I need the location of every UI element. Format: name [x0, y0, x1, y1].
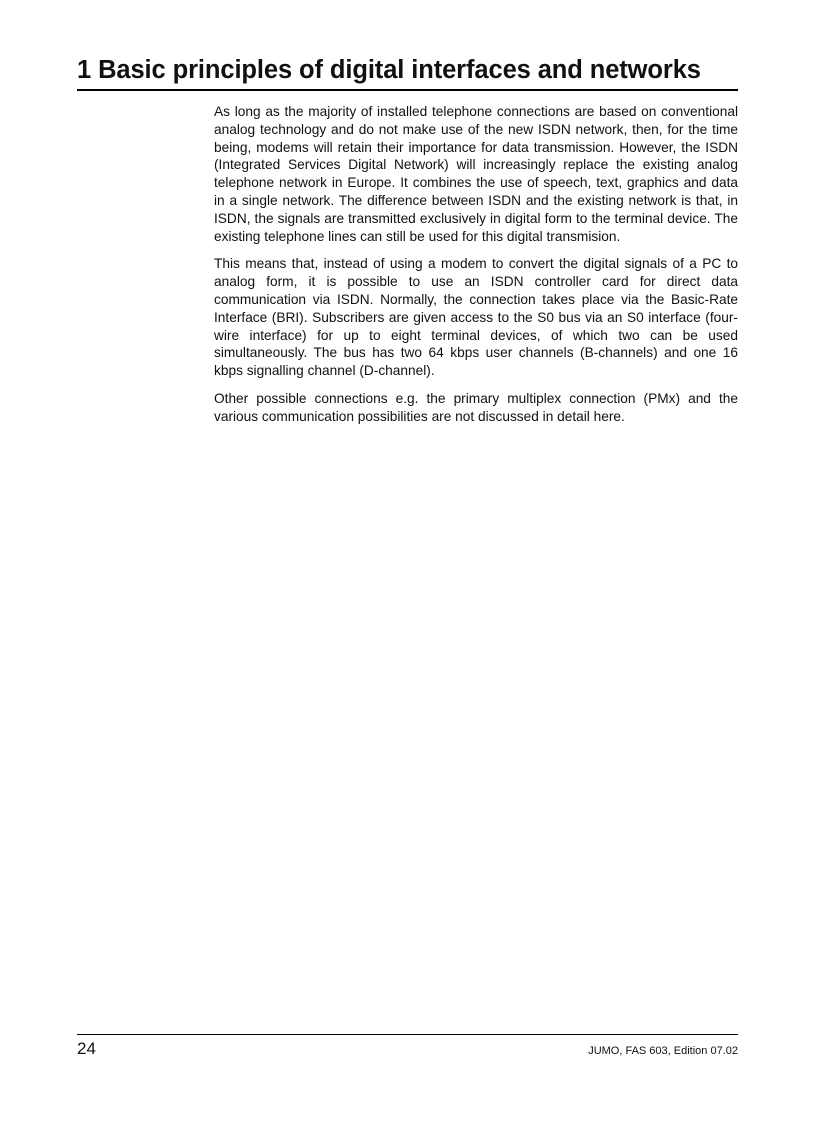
footer-divider: [77, 1034, 738, 1035]
footer-edition: JUMO, FAS 603, Edition 07.02: [588, 1045, 738, 1057]
paragraph-3: Other possible connections e.g. the primary multiplex connection (PMx) and the various communication possibilities are not discussed in detail here.: [214, 390, 738, 424]
paragraph-2: This means that, instead of using a modem to convert the digital signals of a PC to analog form, it is possible to use an ISDN controller card for direct data communication via ISDN. Normally, the connection takes place via the Basic-Rate Interface (BRI). Subscribers are given access to the S0 bus via an S0 interface (four-wire interface) for up to eight terminal devices, of which two can be used simultaneously. The bus has two 64 kbps user channels (B-channels) and one 16 kbps signalling channel (D-channel).: [214, 256, 738, 379]
paragraph-1: As long as the majority of installed telephone connections are based on conventional analog technology and do not make use of the new ISDN network, then, for the time being, modems will retain their importance for data transmission. However, the ISDN (Integrated Services Digital Network) will increasingly replace the existing analog telephone network in Europe. It combines the use of speech, text, graphics and data in a single network. The difference between ISDN and the existing network is that, in ISDN, the signals are transmitted exclusively in digital form to the terminal device. The existing telephone lines can still be used for this digital transmision.: [214, 104, 738, 244]
body-text: [214, 103, 738, 436]
page-title: 1 Basic principles of digital interfaces and networks: [77, 54, 738, 91]
page-number: 24: [77, 1039, 96, 1058]
